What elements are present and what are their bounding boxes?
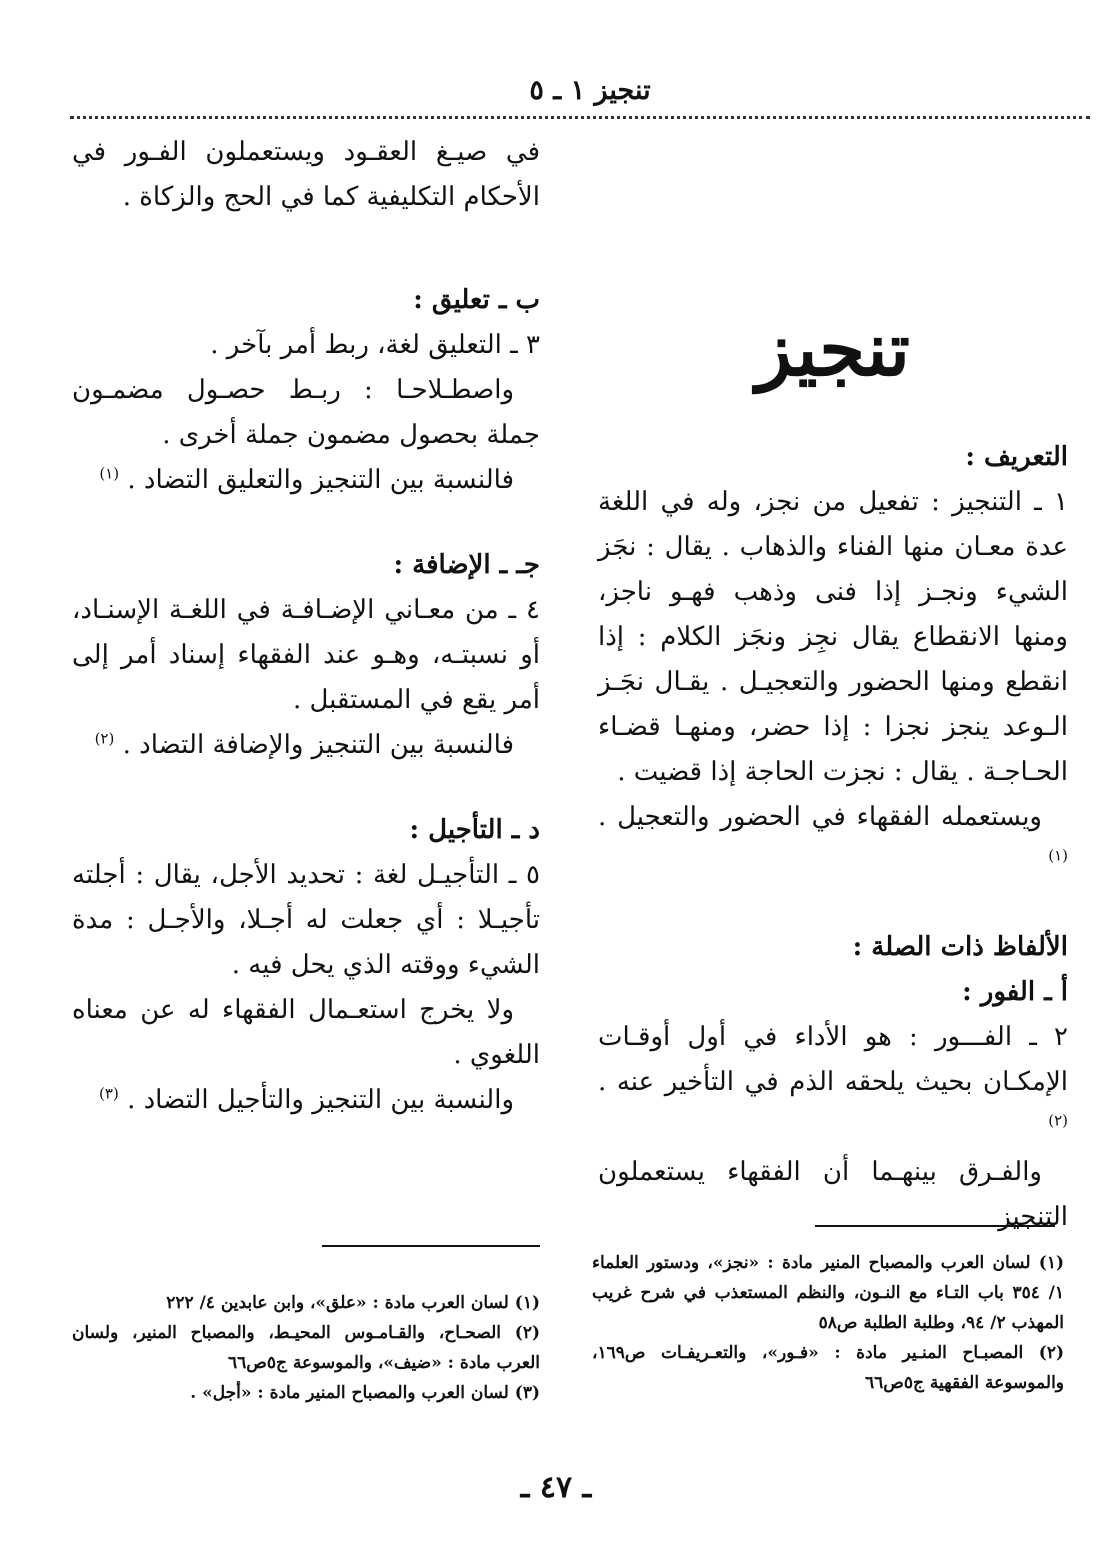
tajil-relation: والنسبة بين التنجيز والتأجيل التضاد . $^{(٣)}$ bbox=[99, 1084, 514, 1115]
taliq-paragraph-2: واصطـلاحـا : ربـط حصـول مضمـون جملة بحصول مضمون جملة أخرى . bbox=[72, 375, 540, 450]
fawr-heading: أ ـ الفور : bbox=[962, 977, 1068, 1007]
left-column bbox=[72, 130, 540, 1123]
footnote-right-2: (٢) المصبـاح المنـير مادة : «فـور»، والتعـريفـات ص١٦٩، والموسوعة الفقهية ج٥ص٦٦ bbox=[592, 1343, 1064, 1393]
footnote-left-3: (٣) لسان العرب والمصباح المنير مادة : «أجل» . bbox=[190, 1383, 540, 1403]
definition-paragraph: ١ ـ التنجيز : تفعيل من نجز، وله في اللغة عدة معـان منها الفناء والذهاب . يقال : نجَز الشيء ونجـز إذا فنى وذهب فهـو ناجز، ومنها الانقطاع يقال نجِز ونجَز الكلام : إذا انقطع ومنها الحضور والتعجيـل . يقـال نجَـز الـوعد ينجز نجزا : إذا حضر، ومنهـا قضـاء الحـاجـة . يقال : نجزت الحاجة إذا قضيت . bbox=[598, 487, 1068, 787]
running-head: تنجيز ١ ـ ٥ bbox=[529, 75, 651, 106]
footnote-right-1: (١) لسان العرب والمصباح المنير مادة : «نجز»، ودستور العلماء ١/ ٣٥٤ باب التـاء مع النـون، والنظم المستعذب في شرح غريب المهذب ٢/ ٩٤، وطلبة الطلبة ص٥٨ bbox=[592, 1253, 1064, 1333]
footnotes-right bbox=[592, 1248, 1064, 1398]
tajil-heading: د ـ التأجيل : bbox=[409, 815, 540, 845]
tajil-paragraph-1: ٥ ـ التأجيـل لغة : تحديد الأجل، يقال : أجلته تأجيـلا : أي جعلت له أجـلا، والأجـل : مدة الشيء ووقته الذي يحل فيه . bbox=[72, 860, 540, 980]
footnote-rule-left bbox=[322, 1245, 540, 1247]
footnote-ref: (١) bbox=[99, 464, 120, 483]
idafa-paragraph: ٤ ـ من معـاني الإضـافـة في اللغـة الإسنـاد، أو نسبتـه، وهـو عند الفقهاء إسناد أمر إلى أمر يقع في المستقبل . bbox=[72, 595, 540, 715]
fawr-difference: والفـرق بينهـما أن الفقهاء يستعملون التنجيز bbox=[598, 1157, 1068, 1232]
usage-paragraph: ويستعمله الفقهاء في الحضور والتعجيل . $^{(١)}$ bbox=[598, 802, 1068, 865]
footnote-ref: (١) bbox=[1048, 846, 1068, 865]
taliq-heading: ب ـ تعليق : bbox=[413, 285, 540, 315]
taliq-paragraph-1: ٣ ـ التعليق لغة، ربط أمر بآخر . bbox=[210, 330, 540, 360]
continuation-paragraph: في صيـغ العقـود ويستعملون الفـور في الأحكام التكليفية كما في الحج والزكاة . bbox=[72, 137, 540, 212]
footnote-ref: (٢) bbox=[1048, 1111, 1068, 1130]
footnote-ref: (٣) bbox=[99, 1084, 119, 1103]
related-terms-heading: الألفاظ ذات الصلة : bbox=[852, 932, 1068, 962]
fawr-paragraph: ٢ ـ الفـــور : هو الأداء في أول أوقـات الإمكـان بحيث يلحقه الذم في التأخير عنه . $^{(٢)}$ bbox=[598, 1022, 1068, 1130]
tajil-paragraph-2: ولا يخرج استعـمال الفقهاء له عن معناه اللغوي . bbox=[72, 995, 540, 1070]
header-rule bbox=[70, 116, 1090, 119]
footnote-left-2: (٢) الصحـاح، والقـامـوس المحيـط، والمصباح المنير، ولسان العرب مادة : «ضيف»، والموسوعة ج٥ص٦٦ bbox=[72, 1323, 540, 1373]
definition-heading: التعريف : bbox=[965, 442, 1068, 472]
footnote-left-1: (١) لسان العرب مادة : «علق»، وابن عابدين ٤/ ٢٢٢ bbox=[166, 1293, 540, 1313]
idafa-relation: فالنسبة بين التنجيز والإضافة التضاد . $^{(٢)}$ bbox=[94, 729, 514, 760]
footnote-ref: (٢) bbox=[94, 729, 115, 748]
footnotes-left bbox=[72, 1288, 540, 1408]
entry-title: تنجيز bbox=[756, 307, 910, 393]
right-column bbox=[598, 130, 1068, 1240]
page-number: ـ ٤٧ ـ bbox=[520, 1470, 592, 1505]
taliq-relation: فالنسبة بين التنجيز والتعليق التضاد . $^{(١)}$ bbox=[99, 464, 514, 495]
footnote-rule-right bbox=[815, 1225, 1055, 1227]
idafa-heading: جـ ـ الإضافة : bbox=[393, 550, 540, 580]
